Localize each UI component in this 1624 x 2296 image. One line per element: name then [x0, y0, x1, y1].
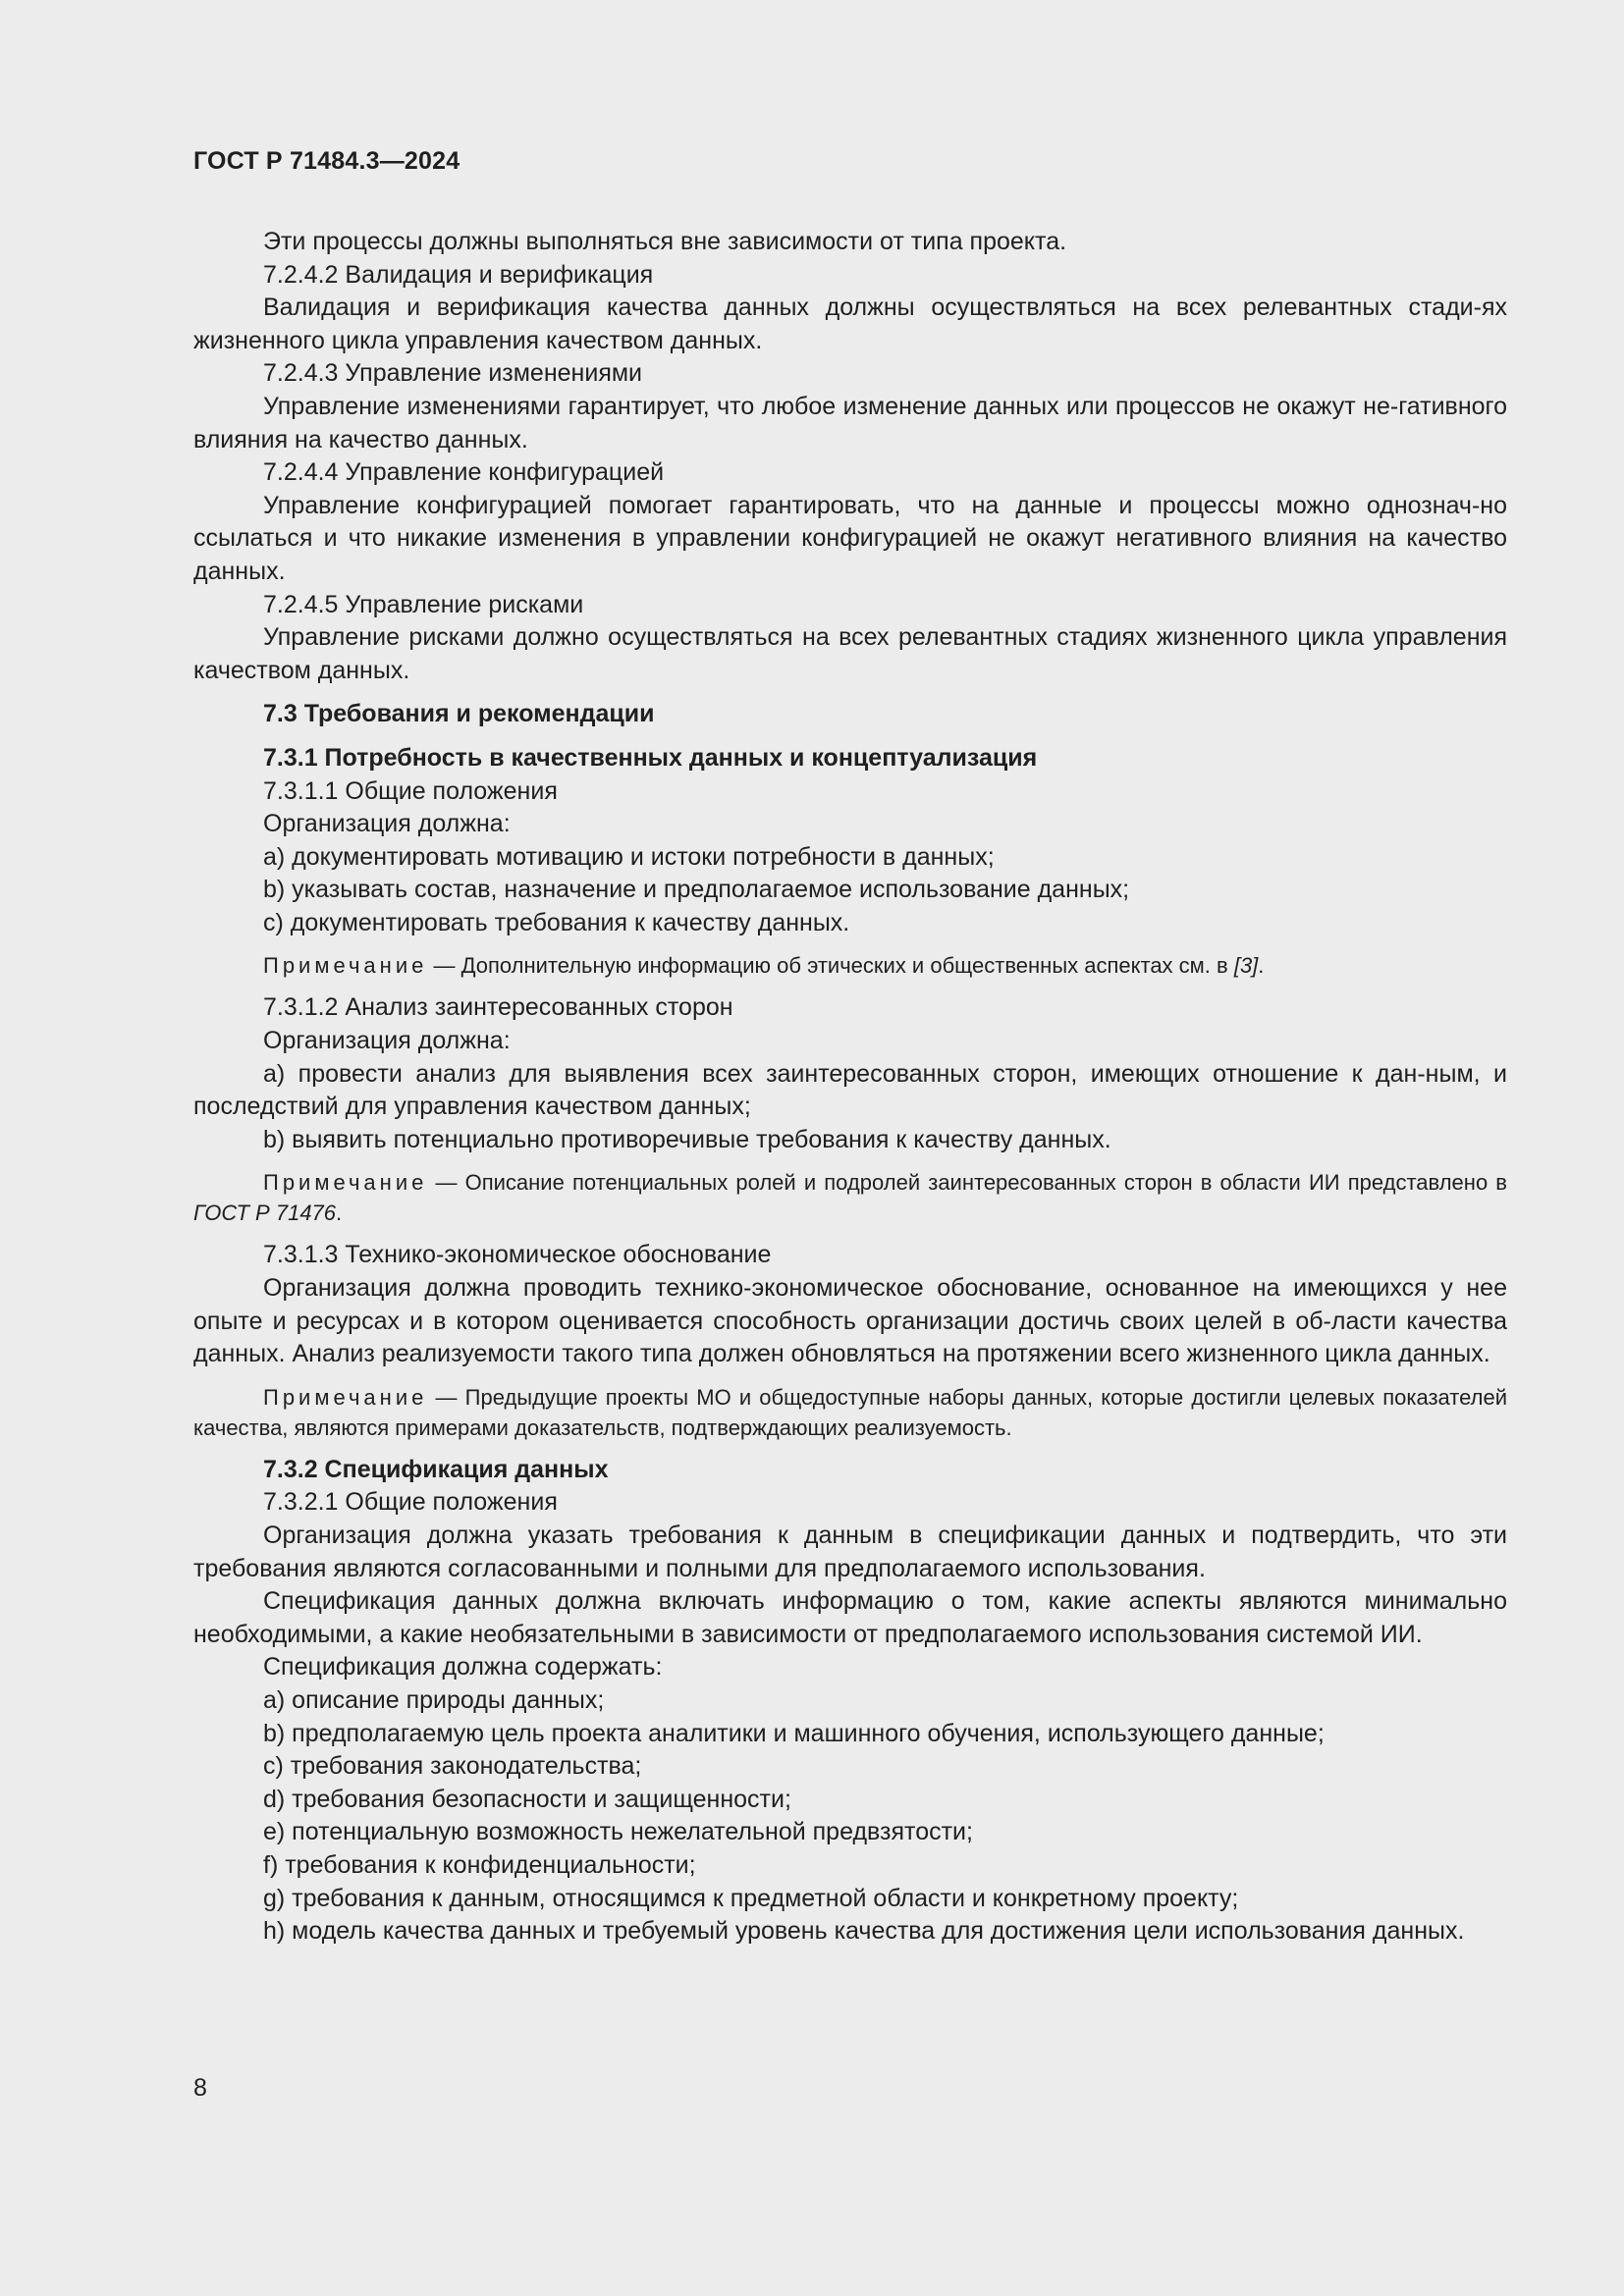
list-item: c) документировать требования к качеству данных.: [263, 908, 850, 936]
section-heading-7-3-2: 7.3.2 Спецификация данных: [263, 1455, 609, 1483]
spacer: [193, 981, 1507, 991]
list-item: b) выявить потенциально противоречивые требования к качеству данных.: [263, 1125, 1111, 1153]
section-heading-7-2-4-4: 7.2.4.4 Управление конфигурацией: [263, 458, 665, 487]
list-item: b) предполагаемую цель проекта аналитики и машинного обучения, использующего данные;: [263, 1719, 1325, 1747]
note-label: Примечание: [263, 1170, 428, 1196]
paragraph: Организация должна проводить технико-экономическое обоснование, основанное на имеющихся у нее опыте и ресурсах и в котором оценивается способность организации достичь своих целей в об-ласти качества данных. Анализ реализуемости такого типа должен обновляться на протяжении всего жизненного цикла данных.: [193, 1274, 1507, 1368]
note-reference: [3]: [1233, 953, 1259, 979]
paragraph: Управление изменениями гарантирует, что любое изменение данных или процессов не окажут не-гативного влияния на качество данных.: [193, 392, 1507, 454]
spacer: [193, 1371, 1507, 1382]
list-item: e) потенциальную возможность нежелательной предвзятости;: [263, 1818, 973, 1846]
list-item: f) требования к конфиденциальности;: [263, 1850, 696, 1879]
list-item: a) описание природы данных;: [263, 1685, 605, 1714]
section-heading-7-3-1-3: 7.3.1.3 Технико-экономическое обоснование: [263, 1241, 772, 1269]
paragraph: Спецификация должна содержать:: [263, 1653, 663, 1682]
spacer: [193, 939, 1507, 950]
document-header: ГОСТ Р 71484.3—2024: [193, 147, 460, 175]
section-heading-7-3: 7.3 Требования и рекомендации: [263, 700, 655, 728]
list-item: c) требования законодательства;: [263, 1752, 642, 1781]
paragraph: Организация должна:: [263, 810, 511, 838]
section-heading-7-3-1: 7.3.1 Потребность в качественных данных и концептуализация: [263, 743, 1038, 772]
list-item: a) документировать мотивацию и истоки потребности в данных;: [263, 842, 995, 871]
section-heading-7-3-1-2: 7.3.1.2 Анализ заинтересованных сторон: [263, 993, 733, 1022]
spacer: [193, 731, 1507, 742]
note-label: Примечание: [263, 1384, 428, 1410]
list-item: g) требования к данным, относящимся к предметной области и конкретному проекту;: [263, 1884, 1239, 1912]
note: Примечание — Описание потенциальных ролей и подролей заинтересованных сторон в области ИИ представлено в ГОСТ Р 71476.: [193, 1170, 1507, 1226]
spacer: [193, 687, 1507, 698]
spacer: [193, 1156, 1507, 1167]
paragraph: Валидация и верификация качества данных должны осуществляться на всех релевантных стади-ях жизненного цикла управления качеством данных.: [193, 294, 1507, 354]
list-item: d) требования безопасности и защищенности;: [263, 1785, 791, 1813]
note-text: — Предыдущие проекты МО и общедоступные наборы данных, которые достигли целевых показателей качества, являются примерами доказательств, подтверждающих реализуемость.: [193, 1384, 1507, 1440]
section-heading-7-2-4-5: 7.2.4.5 Управление рисками: [263, 590, 584, 618]
list-item: b) указывать состав, назначение и предполагаемое использование данных;: [263, 876, 1130, 904]
section-heading-7-3-2-1: 7.3.2.1 Общие положения: [263, 1488, 558, 1517]
section-heading-7-2-4-3: 7.2.4.3 Управление изменениями: [263, 359, 643, 388]
note-label: Примечание: [263, 953, 428, 979]
page-number: 8: [193, 2074, 207, 2102]
paragraph: Управление рисками должно осуществляться на всех релевантных стадиях жизненного цикла управления качеством данных.: [193, 623, 1507, 684]
note-text: — Описание потенциальных ролей и подролей заинтересованных сторон в области ИИ представлено в: [427, 1170, 1507, 1196]
section-heading-7-2-4-2: 7.2.4.2 Валидация и верификация: [263, 260, 654, 289]
spacer: [193, 1228, 1507, 1239]
spacer: [193, 1443, 1507, 1454]
paragraph: Организация должна:: [263, 1027, 511, 1055]
paragraph: Организация должна указать требования к данным в спецификации данных и подтвердить, что эти требования являются согласованными и полными для предполагаемого использования.: [193, 1522, 1507, 1582]
document-body: [193, 226, 1507, 1949]
paragraph: Спецификация данных должна включать информацию о том, какие аспекты являются минимально необходимыми, а какие необязательными в зависимости от предполагаемого использования системой ИИ.: [193, 1587, 1507, 1648]
note-text: — Дополнительную информацию об этических и общественных аспектах см. в: [427, 953, 1234, 979]
note: [193, 1382, 1507, 1443]
note: Примечание — Дополнительную информацию об этических и общественных аспектах см. в [3].: [263, 953, 1265, 979]
paragraph: Эти процессы должны выполняться вне зависимости от типа проекта.: [263, 228, 1067, 255]
list-item: h) модель качества данных и требуемый уровень качества для достижения цели использования данных.: [263, 1917, 1465, 1946]
note-reference: ГОСТ Р 71476: [193, 1201, 337, 1226]
list-item: a) провести анализ для выявления всех заинтересованных сторон, имеющих отношение к дан-ным, и последствий для управления качеством данных;: [193, 1059, 1507, 1121]
section-heading-7-3-1-1: 7.3.1.1 Общие положения: [263, 776, 558, 805]
paragraph: Управление конфигурацией помогает гарантировать, что на данные и процессы можно однознач-но ссылаться и что никакие изменения в управлении конфигурацией не окажут негативного влияния на качество данных.: [193, 491, 1507, 585]
